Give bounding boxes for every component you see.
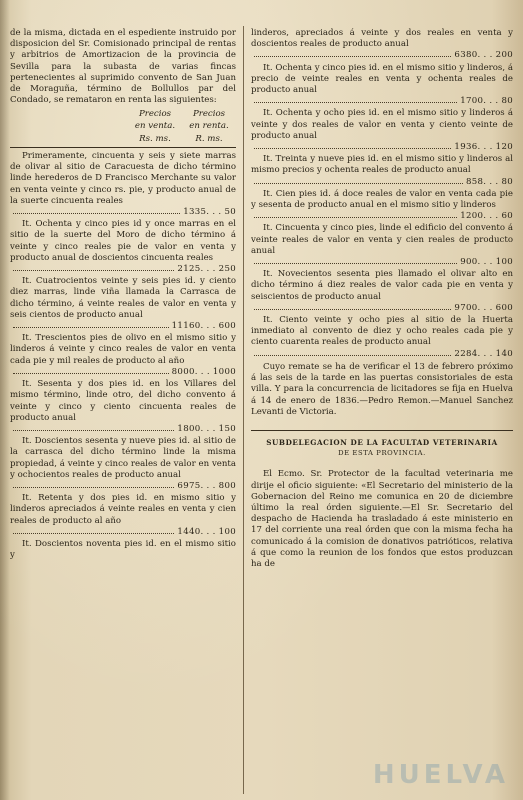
item-text: linderos, apreciados á veinte y dos reales en venta y doscientos reales de producto anual: [251, 28, 513, 50]
header-en-renta: en renta.: [189, 120, 229, 131]
list-item: [10, 151, 236, 218]
header-en-venta: en venta.: [134, 120, 176, 131]
list-item: [251, 223, 513, 268]
item-value: 6975. . . 800: [177, 480, 236, 491]
item-text: It. Cien pies id. á doce reales de valor en venta cada pie y sesenta de producto anual en el mismo sitio y linderos: [251, 188, 513, 211]
section-title: SUBDELEGACION DE LA FACULTAD VETERINARIA: [251, 430, 513, 448]
item-values: [251, 303, 513, 314]
left-column: [10, 28, 236, 792]
item-values: [10, 264, 236, 275]
item-values: [10, 207, 236, 218]
column-divider: [243, 26, 244, 794]
item-text: It. Treinta y nueve pies id. en el mismo sitio y linderos al mismo precios y ochenta reales de producto anual: [251, 154, 513, 176]
item-text: It. Sesenta y dos pies id. en los Villares del mismo término, linde otro, del dicho convento á veinte y cinco y ciento cincuenta reales de producto anual: [10, 379, 236, 423]
leader-dots: [13, 270, 174, 271]
list-item: [10, 379, 236, 435]
leader-dots: [13, 430, 174, 431]
leader-dots: [254, 263, 457, 264]
item-text: It. Ciento veinte y ocho pies al sitio de la Huerta inmediato al convento de diez y ocho reales cada pie y ciento cuarenta reales de producto anual: [251, 315, 513, 348]
item-value: 858. . . 80: [465, 176, 513, 187]
item-text: Primeramente, cincuenta y seis y siete marras de olivar al sitio de Caracuesta de dicho término linde herederos de D Francisco Merchante su valor en venta veinte y cinco rs. pie, y producto anual de la suerte cincuenta reales: [10, 151, 236, 206]
list-item: [251, 154, 513, 188]
item-text: It. Ochenta y cinco pies id. en el mismo sitio y linderos, á precio de veinte reales en venta y ochenta reales de producto anual: [251, 62, 513, 96]
leader-dots: [13, 533, 174, 534]
list-item: [10, 493, 236, 538]
section-subtitle: DE ESTA PROVINCIA.: [338, 449, 426, 458]
leader-dots: [254, 183, 463, 184]
item-values: [10, 424, 236, 435]
item-values: [251, 257, 513, 268]
item-values: [10, 367, 236, 378]
header-precios-venta: Precios: [138, 109, 172, 120]
item-values: [251, 96, 513, 107]
list-item: [251, 28, 513, 62]
item-values: [10, 527, 236, 538]
item-values: [251, 211, 513, 222]
list-item: [251, 108, 513, 153]
list-item: [251, 269, 513, 314]
leader-dots: [13, 327, 169, 328]
item-value: 6380. . . 200: [454, 50, 513, 61]
list-item: [251, 189, 513, 223]
item-text: It. Novecientos sesenta pies llamado el olivar alto en dicho término á diez reales de valor cada pie en venta y seiscientos de producto anual: [251, 269, 513, 302]
leader-dots: [13, 213, 180, 214]
item-text: It. Retenta y dos pies id. en mismo sitio y linderos apreciados á veinte reales en venta y cien reales de producto al año: [10, 493, 236, 526]
item-value: 1800. . . 150: [177, 423, 236, 434]
item-values: [10, 481, 236, 492]
item-value: 1440. . . 100: [177, 526, 236, 537]
item-values: [251, 142, 513, 153]
intro-paragraph: de la misma, dictada en el espediente instruido por disposicion del Sr. Comisionado principal de rentas y arbitrios de Amortizacion de la provincia de Sevilla para la subasta de varias fincas pertenecientes al suprimido convento de San Juan de Moraguña, término de Bollullos par del Condado, se remataron en renta las siguientes:: [10, 28, 236, 106]
item-value: 1200. . . 60: [460, 211, 513, 222]
item-value: 11160. . . 600: [171, 321, 236, 332]
header-units-venta: Rs. ms.: [139, 133, 171, 144]
item-text: It. Doscientos noventa pies id. en el mismo sitio y: [10, 538, 236, 561]
leader-dots: [13, 487, 174, 488]
item-text: It. Doscientos sesenta y nueve pies id. al sitio de la carrasca del dicho término linde la misma propiedad, á veinte y cinco reales de valor en venta y ochocientos reales de producto anual: [10, 436, 236, 480]
item-value: 1936. . . 120: [454, 142, 513, 153]
leader-dots: [254, 355, 451, 356]
item-text: It. Cincuenta y cinco pies, linde el edificio del convento á veinte reales de valor en venta y cien reales de producto anual: [251, 223, 513, 256]
item-value: 2284. . . 140: [454, 348, 513, 359]
item-text: It. Trescientos pies de olivo en el mismo sitio y linderos á veinte y cinco reales de valor en venta cada pie y mil reales de producto al año: [10, 333, 236, 366]
leader-dots: [254, 102, 457, 103]
leader-dots: [254, 148, 451, 149]
list-item: [251, 63, 513, 108]
list-item: [10, 436, 236, 492]
page-fold-shadow: [0, 0, 10, 800]
item-value: 2125. . . 250: [177, 264, 236, 275]
list-item: [10, 539, 236, 561]
leader-dots: [254, 217, 457, 218]
leader-dots: [13, 373, 169, 374]
item-text: It. Ochenta y cinco pies id y once marras en el sitio de la suerte del Moro de dicho término á veinte y cinco reales pie de valor en venta y producto anual de doscientos cincuenta reales: [10, 219, 236, 263]
header-units-renta: R. ms.: [195, 133, 223, 144]
header-rule: [10, 147, 236, 148]
item-value: 8000. . . 1000: [171, 366, 236, 377]
list-item: [251, 315, 513, 360]
list-item: [10, 333, 236, 378]
right-column: [251, 28, 513, 792]
item-value: 9700. . . 600: [454, 302, 513, 313]
item-text: It. Cuatrocientos veinte y seis pies id. y ciento diez marras, linde viña llamada la Carrasca de dicho término, á veinte reales de valor en venta y seis cientos de producto anual: [10, 276, 236, 320]
item-value: 1335. . . 50: [183, 207, 236, 218]
item-value: 900. . . 100: [460, 257, 513, 268]
price-header-row: [10, 109, 236, 120]
item-values: [251, 50, 513, 61]
item-values: [251, 349, 513, 360]
library-watermark: HUELVA: [372, 760, 509, 790]
price-subheader-row: [10, 121, 236, 132]
header-precios-renta: Precios: [192, 109, 226, 120]
leader-dots: [254, 56, 451, 57]
closing-paragraph: Cuyo remate se ha de verificar el 13 de febrero próximo á las seis de la tarde en las puertas consistoriales de esta villa. Y para la concurrencia de licitadores se fija en Huelva á 14 de enero de 1836.—Pedro Remon.—Manuel Sanchez Levanti de Victoria.: [251, 361, 513, 417]
list-item: [10, 219, 236, 275]
units-header-row: [10, 134, 236, 145]
item-text: It. Ochenta y ocho pies id. en el mismo sitio y linderos á veinte y dos reales de valor en venta y ciento veinte de producto anual: [251, 108, 513, 141]
body-paragraph: El Ecmo. Sr. Protector de la facultad veterinaria me dirije el oficio siguiente: «El Secretario del ministerio de la Gobernacion del Reino me comunica en 20 de diciembre último la real órden siguiente.—El Sr. Secretario del despacho de Hacienda ha trasladado á este ministerio en 17 del corriente una real órden que con la misma fecha ha comunicado á la comision de donativos patrióticos, relativa á que como la reunion de los fondos que estos produzcan ha de: [251, 469, 513, 569]
list-item: [10, 276, 236, 332]
item-values: [251, 177, 513, 188]
item-values: [10, 321, 236, 332]
leader-dots: [254, 309, 451, 310]
item-value: 1700. . . 80: [460, 96, 513, 107]
